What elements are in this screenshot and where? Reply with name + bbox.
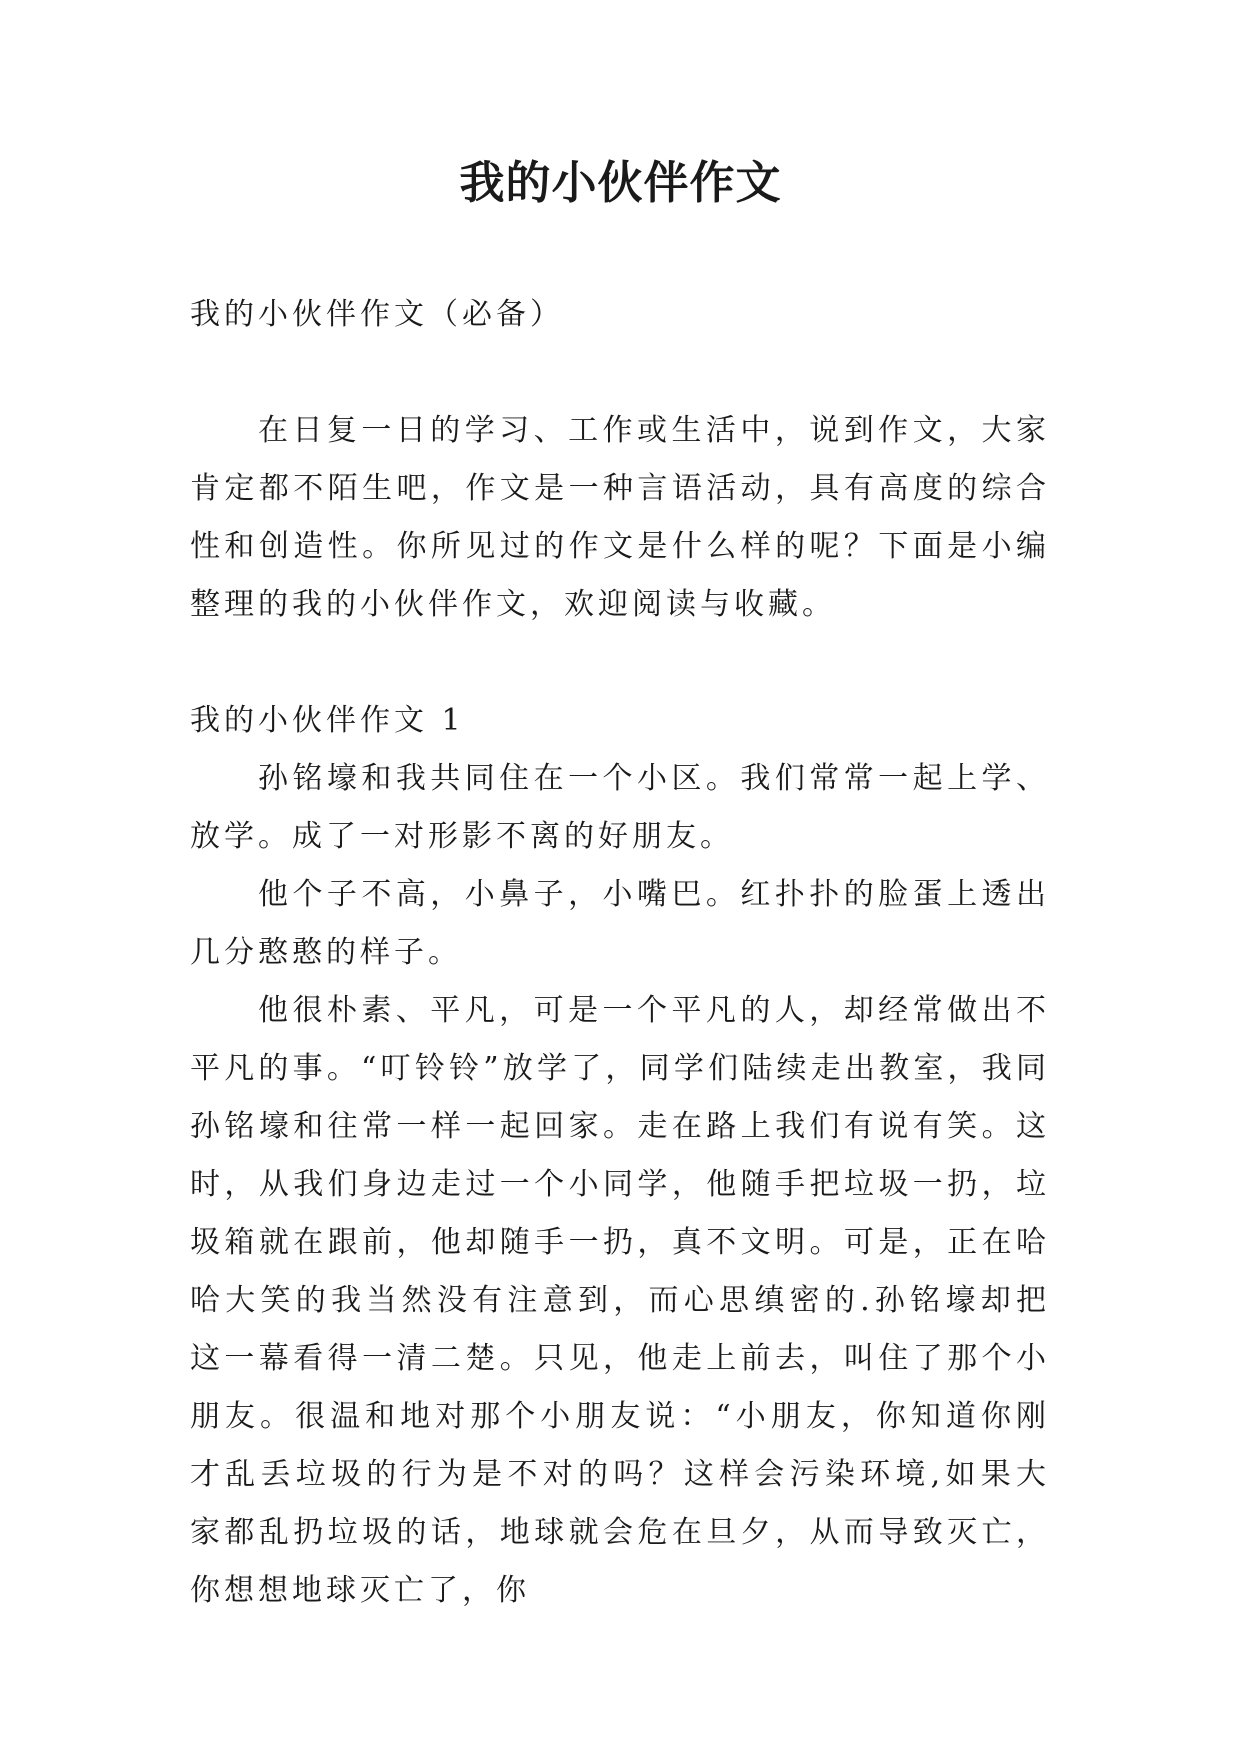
section-heading: 我的小伙伴作文 1 [190,703,465,738]
document-subtitle: 我的小伙伴作文（必备） [190,297,564,332]
spacer [190,634,1050,692]
document-body [190,286,1050,1620]
body-paragraph: 他很朴素、平凡，可是一个平凡的人，却经常做出不平凡的事。“叮铃铃”放学了，同学们陆续走出教室，我同孙铭壕和往常一样一起回家。走在路上我们有说有笑。这时，从我们身边走过一个小同学，他随手把垃圾一扔，垃圾箱就在跟前，他却随手一扔，真不文明。可是，正在哈哈大笑的我当然没有注意到，而心思缜密的.孙铭壕却把这一幕看得一清二楚。只见，他走上前去，叫住了那个小朋友。很温和地对那个小朋友说：“小朋友，你知道你刚才乱丢垃圾的行为是不对的吗？这样会污染环境,如果大家都乱扔垃圾的话，地球就会危在旦夕，从而导致灭亡，你想想地球灭亡了，你 [190,993,1050,1608]
document-title: 我的小伙伴作文 [459,156,782,209]
spacer [190,344,1050,402]
body-paragraph: 孙铭壕和我共同住在一个小区。我们常常一起上学、放学。成了一对形影不离的好朋友。 [190,761,1050,854]
body-paragraph: 他个子不高，小鼻子，小嘴巴。红扑扑的脸蛋上透出几分憨憨的样子。 [190,877,1050,970]
intro-paragraph: 在日复一日的学习、工作或生活中，说到作文，大家肯定都不陌生吧，作文是一种言语活动，具有高度的综合性和创造性。你所见过的作文是什么样的呢？下面是小编整理的我的小伙伴作文，欢迎阅读与收藏。 [190,413,1050,622]
